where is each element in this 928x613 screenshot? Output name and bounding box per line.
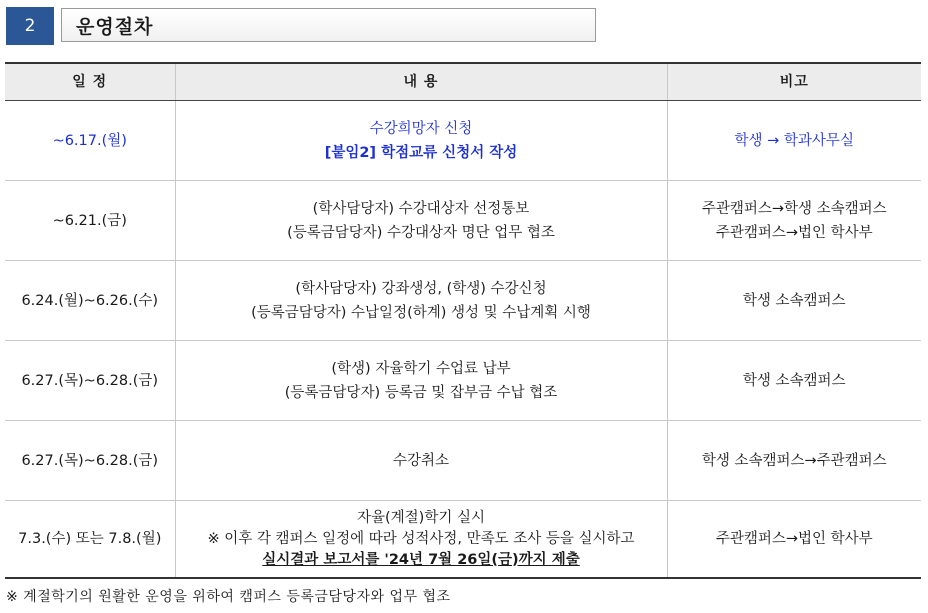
remark-line: 주관캠퍼스→법인 학사부 [715, 531, 873, 547]
row-content [175, 181, 667, 261]
remark-line: 학생 → 학과사무실 [734, 132, 854, 149]
remark-line: 학생 소속캠퍼스 [742, 292, 846, 309]
row-remarks [667, 261, 921, 341]
table-row [5, 341, 921, 421]
row-content [175, 341, 667, 421]
content-line-attachment: [붙임2] 학점교류 신청서 작성 [324, 144, 518, 161]
remark-line: 학생 소속캠퍼스→주관캠퍼스 [701, 452, 887, 469]
row-remarks [667, 501, 921, 579]
row-content [175, 261, 667, 341]
section-header [6, 7, 598, 45]
row-date: ~6.21.(금) [5, 181, 175, 261]
content-line: (등록금담당자) 수납일정(하계) 생성 및 수납계획 시행 [251, 304, 591, 321]
content-line: 수강희망자 신청 [369, 120, 473, 137]
row-date: 6.27.(목)~6.28.(금) [5, 341, 175, 421]
table-header-row [5, 63, 921, 101]
content-note-line: ※ 이후 각 캠퍼스 일정에 따라 성적사정, 만족도 조사 등을 실시하고 [207, 530, 635, 547]
content-line: (등록금담당자) 수강대상자 명단 업무 협조 [287, 224, 555, 241]
content-line: (학사담당자) 강좌생성, (학생) 수강신청 [295, 280, 547, 297]
row-date: 6.24.(월)~6.26.(수) [5, 261, 175, 341]
row-remarks [667, 101, 921, 181]
row-content [175, 501, 667, 579]
table-row [5, 181, 921, 261]
row-remarks [667, 181, 921, 261]
header-content: 내 용 [175, 63, 667, 101]
content-line: (학생) 자율학기 수업료 납부 [331, 360, 511, 377]
remark-line: 주관캠퍼스→법인 학사부 [715, 224, 873, 241]
table-row [5, 501, 921, 579]
header-remarks: 비고 [667, 63, 921, 101]
footnote: ※ 계절학기의 원활한 운영을 위하여 캠퍼스 등록금담당자와 업무 협조 [6, 589, 451, 605]
content-line: 자율(계절)학기 실시 [357, 509, 485, 526]
section-number-badge: 2 [6, 7, 54, 45]
table-row [5, 421, 921, 501]
row-date: 6.27.(목)~6.28.(금) [5, 421, 175, 501]
content-line: (등록금담당자) 등록금 및 잡부금 수납 협조 [284, 384, 558, 401]
section-title: 운영절차 [61, 8, 596, 42]
schedule-table [5, 62, 921, 579]
row-remarks [667, 341, 921, 421]
table-row [5, 261, 921, 341]
row-date: ~6.17.(월) [5, 101, 175, 181]
row-content [175, 101, 667, 181]
row-remarks [667, 421, 921, 501]
table-row [5, 101, 921, 181]
header-date: 일 정 [5, 63, 175, 101]
row-content [175, 421, 667, 501]
content-deadline-line: 실시결과 보고서를 '24년 7월 26일(금)까지 제출 [262, 551, 580, 568]
remark-line: 학생 소속캠퍼스 [742, 372, 846, 389]
remark-line: 주관캠퍼스→학생 소속캠퍼스 [701, 200, 887, 217]
row-date: 7.3.(수) 또는 7.8.(월) [5, 501, 175, 579]
content-line: 수강취소 [392, 452, 450, 469]
content-line: (학사담당자) 수강대상자 선정통보 [312, 200, 530, 217]
